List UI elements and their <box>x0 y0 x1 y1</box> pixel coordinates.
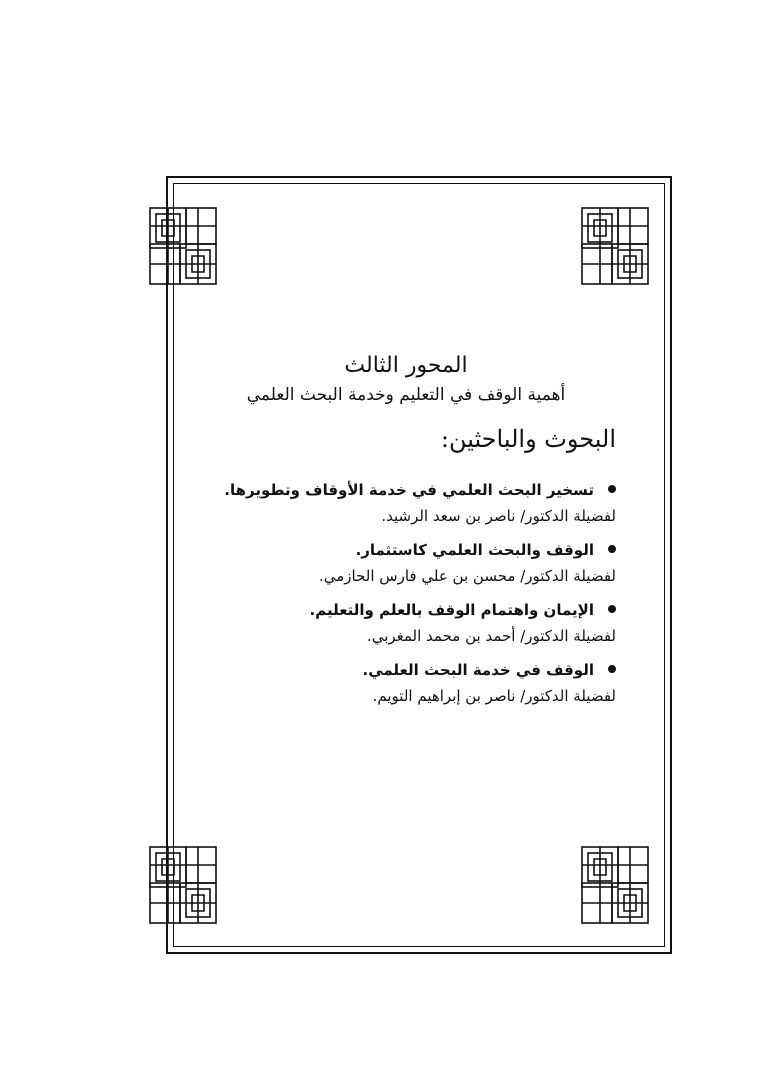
paper-title: الوقف والبحث العلمي كاستثمار. <box>355 541 594 559</box>
list-item <box>196 478 616 530</box>
corner-knot-ornament-bottom-left <box>146 843 220 927</box>
list-item <box>196 658 616 710</box>
paper-author: لفضيلة الدكتور/ أحمد بن محمد المغربي. <box>366 627 616 645</box>
list-item <box>196 598 616 650</box>
bullet-icon <box>608 665 616 673</box>
paper-author: لفضيلة الدكتور/ محسن بن علي فارس الحازمي. <box>319 567 616 585</box>
page-content <box>196 350 616 718</box>
bullet-icon <box>608 605 616 613</box>
corner-knot-ornament-top-left <box>146 204 220 288</box>
corner-knot-ornament-top-right <box>578 204 652 288</box>
page-subtitle: أهمية الوقف في التعليم وخدمة البحث العلمي <box>246 385 566 405</box>
bullet-icon <box>608 545 616 553</box>
corner-knot-ornament-bottom-right <box>578 843 652 927</box>
paper-author: لفضيلة الدكتور/ ناصر بن سعد الرشيد. <box>381 507 616 525</box>
section-label: البحوث والباحثين: <box>440 425 616 453</box>
paper-author: لفضيلة الدكتور/ ناصر بن إبراهيم التويم. <box>372 687 616 705</box>
list-item <box>196 538 616 590</box>
papers-list <box>196 478 616 710</box>
bullet-icon <box>608 485 616 493</box>
paper-title: الوقف في خدمة البحث العلمي. <box>362 661 594 679</box>
paper-title: تسخير البحث العلمي في خدمة الأوقاف وتطويرها. <box>224 481 594 499</box>
page-title: المحور الثالث <box>344 353 468 378</box>
paper-title: الإيمان واهتمام الوقف بالعلم والتعليم. <box>309 601 594 619</box>
